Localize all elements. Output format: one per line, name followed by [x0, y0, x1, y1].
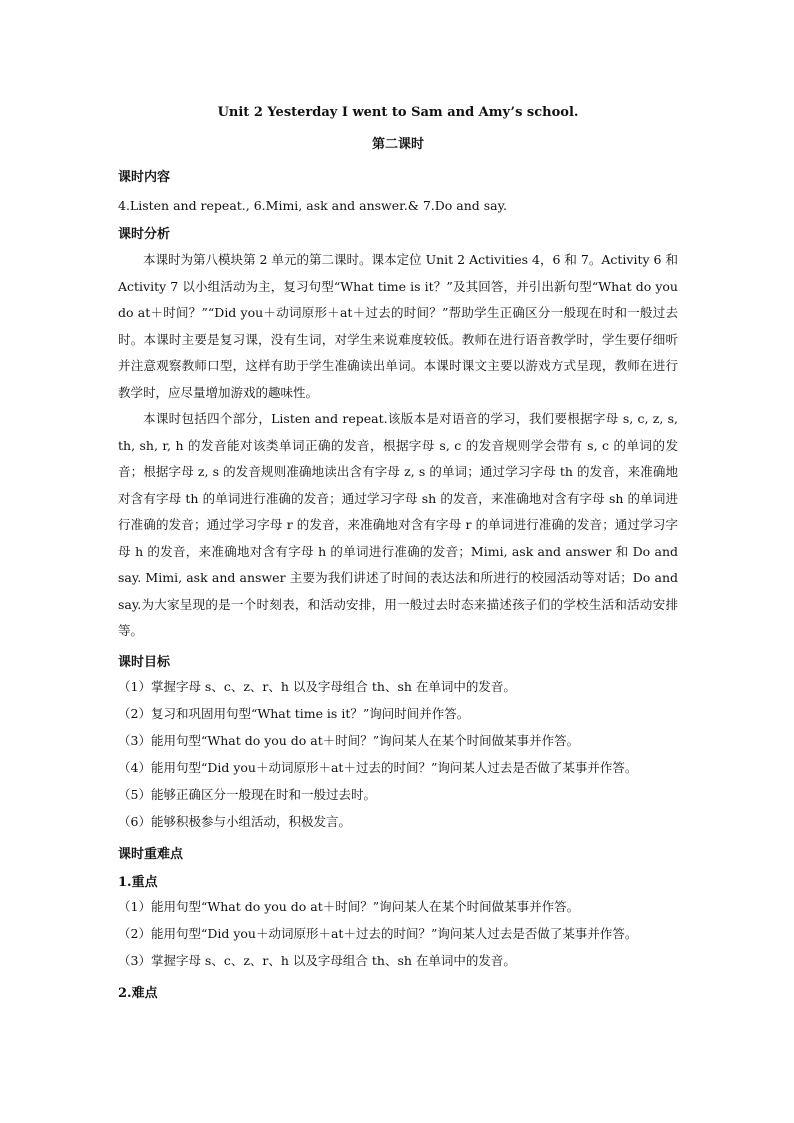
key-difficult-heading: 课时重难点: [118, 846, 184, 862]
content-heading: 课时内容: [118, 170, 171, 185]
analysis-paragraph-2: 本课时包括四个部分，Listen and repeat.该版本是对语音的学习，我们要根据字母 s, c, z, s, th, sh, r, h 的发音能对该类单词正确的发音，根据字母 s, c 的发音规则学会带有 s, c 的单词的发音；根据字母 z, s 的发音规则准确地读出含有字母 z, s 的单词；通过学习字母 th 的发音，来准确地对含有字母 th 的单词进行准确的发音；通过学习字母 sh 的发音，来准确地对含有字母 sh 的单词进行准确的发音；通过学习字母 r 的发音，来准确地对含有字母 r 的单词进行准确的发音；通过学习字母 h 的发音，来准确地对含有字母 h 的单词进行准确的发音；Mimi, ask and answer 和 Do and say. Mimi, ask and answer 主要为我们讲述了时间的表达法和所进行的校园活动等对话；Do and say.为大家呈现的是一个时刻表，和活动安排，用一般过去时态来描述孩子们的学校生活和活动安排等。: [118, 411, 678, 638]
list-item: （6）能够积极参与小组活动，积极发言。: [118, 813, 351, 829]
list-item: （1）能用句型“What do you do at＋时间？”询问某人在某个时间做某事并作答。: [118, 898, 580, 914]
analysis-paragraph-1: 本课时为第八模块第 2 单元的第二课时。课本定位 Unit 2 Activities 4，6 和 7。Activity 6 和 Activity 7 以小组活动为主，复习句型“What time is it？”及其回答，并引出新句型“What do you do at＋时间？”“Did you＋动词原形＋at＋过去的时间？”帮助学生正确区分一般现在时和一般过去时。本课时主要是复习课，没有生词，对学生来说难度较低。教师在进行语音教学时，学生要仔细听并注意观察教师口型，这样有助于学生准确读出单词。本课时课文主要以游戏方式呈现，教师在进行教学时，应尽量增加游戏的趣味性。: [118, 252, 678, 400]
list-item: （5）能够正确区分一般现在时和一般过去时。: [118, 786, 376, 802]
list-item: （3）掌握字母 s、c、z、r、h 以及字母组合 th、sh 在单词中的发音。: [118, 952, 516, 968]
key-points-list: [118, 893, 678, 974]
lesson-subtitle: 第二课时: [371, 137, 424, 152]
key-points-subheading: 1.重点: [118, 874, 158, 890]
lesson-title: Unit 2 Yesterday I went to Sam and Amy’s school.: [217, 105, 579, 120]
list-item: （3）能用句型“What do you do at＋时间？”询问某人在某个时间做某事并作答。: [118, 732, 580, 748]
difficult-points-subheading: 2.难点: [118, 985, 158, 1001]
list-item: （4）能用句型“Did you＋动词原形＋at＋过去的时间？”询问某人过去是否做了某事并作答。: [118, 759, 638, 775]
list-item: （2）复习和巩固用句型“What time is it？”询问时间并作答。: [118, 705, 470, 721]
document-content: [118, 100, 678, 1004]
list-item: （1）掌握字母 s、c、z、r、h 以及字母组合 th、sh 在单词中的发音。: [118, 678, 516, 694]
goals-heading: 课时目标: [118, 654, 171, 670]
list-item: （2）能用句型“Did you＋动词原形＋at＋过去的时间？”询问某人过去是否做了某事并作答。: [118, 925, 638, 941]
analysis-heading: 课时分析: [118, 227, 171, 242]
goals-list: [118, 673, 678, 835]
content-text: 4.Listen and repeat., 6.Mimi, ask and answer.& 7.Do and say.: [118, 198, 508, 213]
